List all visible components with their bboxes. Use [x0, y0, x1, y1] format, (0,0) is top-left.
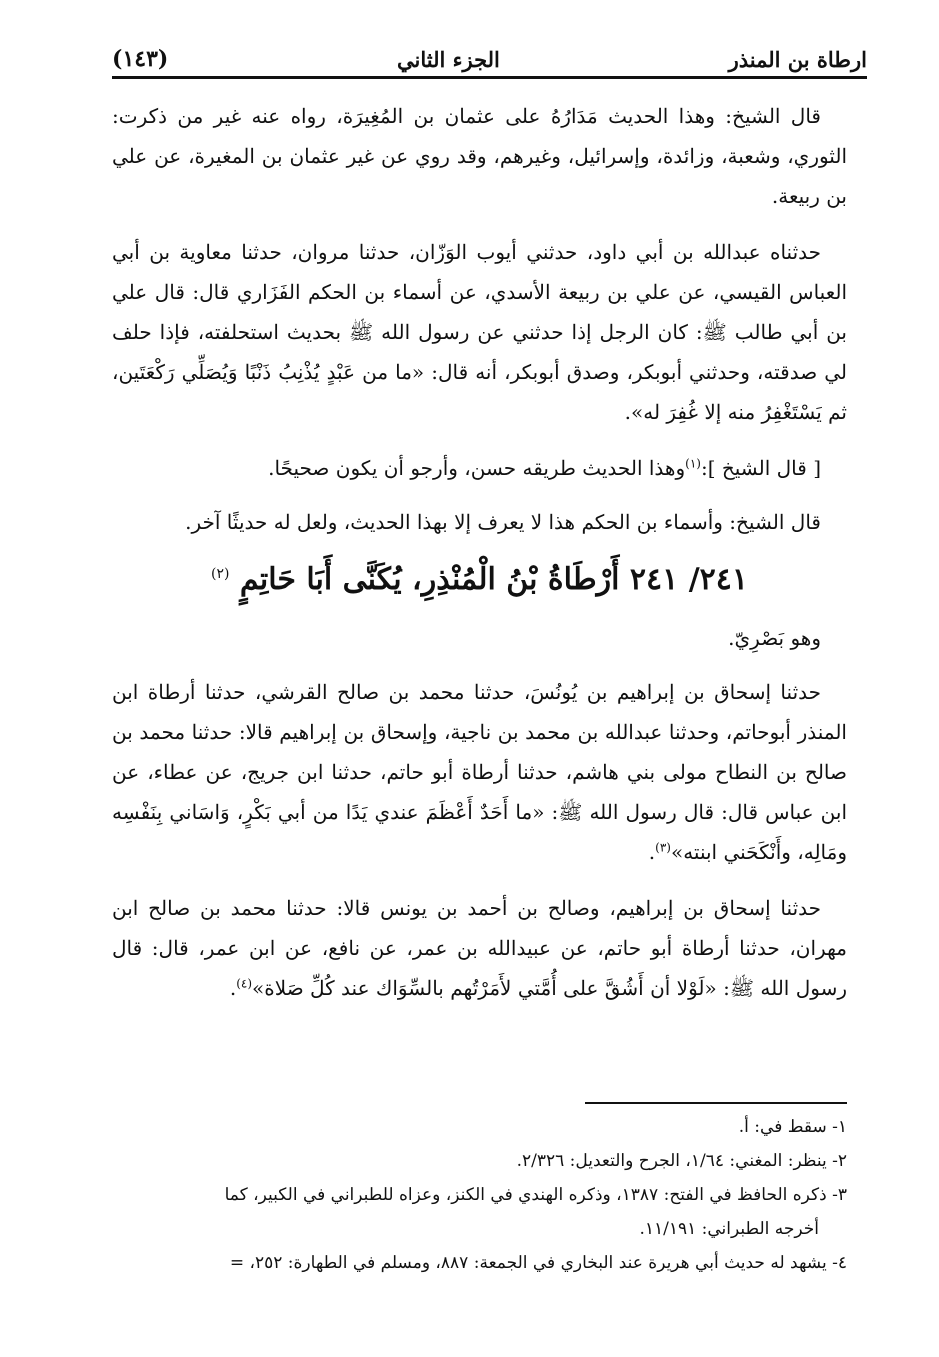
entry-heading: [112, 556, 847, 604]
paragraph-7: [112, 888, 847, 1008]
paragraph-3-text: وهذا الحديث طريقه حسن، وأرجو أن يكون صحيحًا.: [268, 456, 686, 480]
footnote-3-continued: أخرجه الطبراني: ١١/١٩١.: [639, 1219, 819, 1239]
paragraph-2: حدثناه عبدالله بن أبي داود، حدثني أيوب الوَزّان، حدثنا مروان، حدثنا معاوية بن أبي العباس القيسي، عن علي بن ربيعة الأسدي، عن أسماء بن الحكم الفَزَاري قال: قال علي بن أبي طالب ﷺ: كان الرجل إذا حدثني عن رسول الله ﷺ بحديث استحلفته، فإذا حلف لي صدقته، وحدثني أبوبكر، وصدق أبوبكر، أنه قال: «ما من عَبْدٍ يُذْنِبُ ذَنْبًا وَيُصَلِّي رَكْعَتَين، ثم يَسْتَغْفِرُ منه إلا غُفِرَ له».: [112, 240, 847, 424]
paragraph-7-end: .: [229, 976, 237, 1000]
paragraph-4: قال الشيخ: وأسماء بن الحكم هذا لا يعرف إلا بهذا الحديث، ولعل له حديثًا آخر.: [185, 510, 821, 534]
volume-title: الجزء الثاني: [397, 47, 500, 72]
paragraph-1: قال الشيخ: وهذا الحديث مَدَارُهُ على عثمان بن المُغِيرَة، رواه عنه غير من ذكرت: الثوري، وشعبة، وزائدة، وإسرائيل، وغيرهم، وقد روي عن غير عثمان بن المغيرة، عن علي بن ربيعة.: [112, 104, 847, 208]
entry-heading-text: ٢٤١/ ٢٤١ أَرْطَاةُ بْنُ الْمُنْذِرِ، يُكَنَّى أَبَا حَاتِمٍ: [239, 562, 748, 597]
footnote-ref-2: (٢): [210, 566, 230, 582]
page-header: [112, 28, 867, 72]
footnote-ref-4: (٤): [236, 976, 253, 991]
footnote-ref-1: (١): [685, 456, 701, 471]
footnote-1: ١- سقط في: أ.: [738, 1117, 847, 1137]
footnote-3: ٣- ذكره الحافظ في الفتح: ١٣٨٧، وذكره الهندي في الكنز، وعزاه للطبراني في الكبير، كما: [224, 1185, 847, 1205]
running-title: ارطاة بن المنذر: [728, 47, 867, 72]
paragraph-5: وهو بَصْرِيّ.: [728, 626, 821, 650]
main-text: [112, 96, 847, 1024]
paragraph-6: [112, 672, 847, 872]
footnote-4: ٤- يشهد له حديث أبي هريرة عند البخاري في الجمعة: ٨٨٧، ومسلم في الطهارة: ٢٥٢، =: [229, 1253, 847, 1273]
page-number: (١٤٣): [112, 46, 169, 72]
paragraph-6-text: حدثنا إسحاق بن إبراهيم بن يُونُسَ، حدثنا محمد بن صالح القرشي، حدثنا أرطاة ابن المنذر أبوحاتم، وحدثنا عبدالله بن محمد بن ناجية، وإسحاق بن إبراهيم قالا: حدثنا محمد بن صالح بن النطاح مولى بني هاشم، حدثنا أرطاة أبو حاتم، حدثنا ابن جريج، عن عطاء، عن ابن عباس قال: قال رسول الله ﷺ: «ما أَحَدٌ أَعْظَمَ عندي يَدًا من أبي بَكْرٍ، وَاسَاني بِنَفْسِه ومَالِه، وأَنْكَحَني ابنته»: [112, 680, 847, 864]
footnote-rule: [585, 1102, 847, 1104]
footnotes: [112, 1110, 847, 1280]
paragraph-6-end: .: [648, 840, 656, 864]
sheikh-label: [ قال الشيخ ]:: [700, 456, 821, 480]
footnote-2: ٢- ينظر: المغني: ١/٦٤، الجرح والتعديل: ٢/٣٢٦.: [516, 1151, 847, 1171]
paragraph-7-text: حدثنا إسحاق بن إبراهيم، وصالح بن أحمد بن يونس قالا: حدثنا محمد بن صالح ابن مهران، حدثنا أرطاة أبو حاتم، عن عبيدالله بن عمر، عن نافع، عن ابن عمر، قال: قال رسول الله ﷺ: «لَوْلا أن أَشُقَّ على أُمَّتي لأَمَرْتُهم بالسِّوَاك عند كُلِّ صَلاة»: [112, 896, 847, 1000]
paragraph-3: [112, 448, 847, 488]
footnote-ref-3: (٣): [655, 840, 671, 855]
header-rule: [112, 76, 867, 79]
